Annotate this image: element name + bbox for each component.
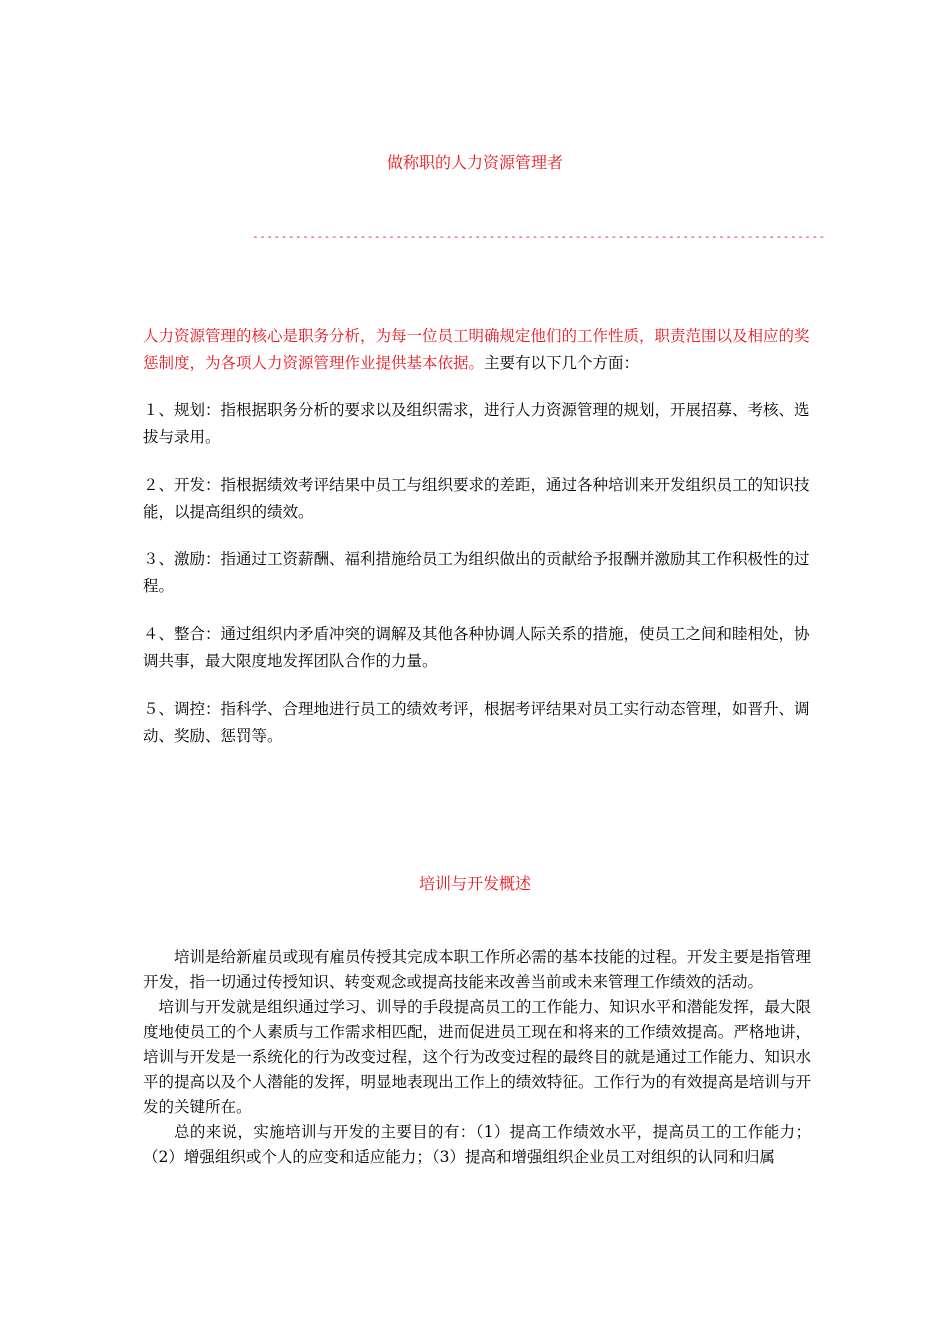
- body-paragraphs: [143, 945, 811, 1170]
- list-item-5: ５、调控：指科学、合理地进行员工的绩效考评，根据考评结果对员工实行动态管理，如晋升、调动、奖励、惩罚等。: [143, 700, 810, 745]
- intro-highlight: 人力资源管理的核心是职务分析，为每一位员工明确规定他们的工作性质，职责范围以及相应的奖惩制度，为各项人力资源管理作业提供基本依据。: [143, 327, 810, 372]
- intro-paragraph: [143, 323, 811, 377]
- list-item-2: ２、开发：指根据绩效考评结果中员工与组织要求的差距，通过各种培训来开发组织员工的知识技能，以提高组织的绩效。: [143, 476, 810, 521]
- paragraph-2: 培训与开发就是组织通过学习、训导的手段提高员工的工作能力、知识水平和潜能发挥，最大限度地使员工的个人素质与工作需求相匹配，进而促进员工现在和将来的工作绩效提高。严格地讲，培训与开发是一系统化的行为改变过程，这个行为改变过程的最终目的就是通过工作能力、知识水平的提高以及个人潜能的发挥，明显地表现出工作上的绩效特征。工作行为的有效提高是培训与开发的关键所在。: [143, 998, 811, 1116]
- list-item-4: ４、整合：通过组织内矛盾冲突的调解及其他各种协调人际关系的措施，使员工之间和睦相处，协调共事，最大限度地发挥团队合作的力量。: [143, 625, 810, 670]
- paragraph-3: 总的来说，实施培训与开发的主要目的有：（1）提高工作绩效水平，提高员工的工作能力；（2）增强组织或个人的应变和适应能力；（3）提高和增强组织企业员工对组织的认同和归属: [143, 1123, 811, 1166]
- document-title: 做称职的人力资源管理者: [386, 153, 563, 172]
- paragraph-1: 培训是给新雇员或现有雇员传授其完成本职工作所必需的基本技能的过程。开发主要是指管理开发，指一切通过传授知识、转变观念或提高技能来改善当前或未来管理工作绩效的活动。: [143, 948, 811, 991]
- list-item-3: ３、激励：指通过工资薪酬、福利措施给员工为组织做出的贡献给予报酬并激励其工作积极性的过程。: [143, 550, 810, 595]
- intro-tail: 主要有以下几个方面：: [484, 354, 640, 372]
- dashed-divider: --------------------------------------------------------------------------------: [252, 230, 826, 243]
- section-title: 培训与开发概述: [418, 874, 531, 893]
- list-item-1: １、规划：指根据职务分析的要求以及组织需求，进行人力资源管理的规划，开展招募、考核、选拔与录用。: [143, 401, 810, 446]
